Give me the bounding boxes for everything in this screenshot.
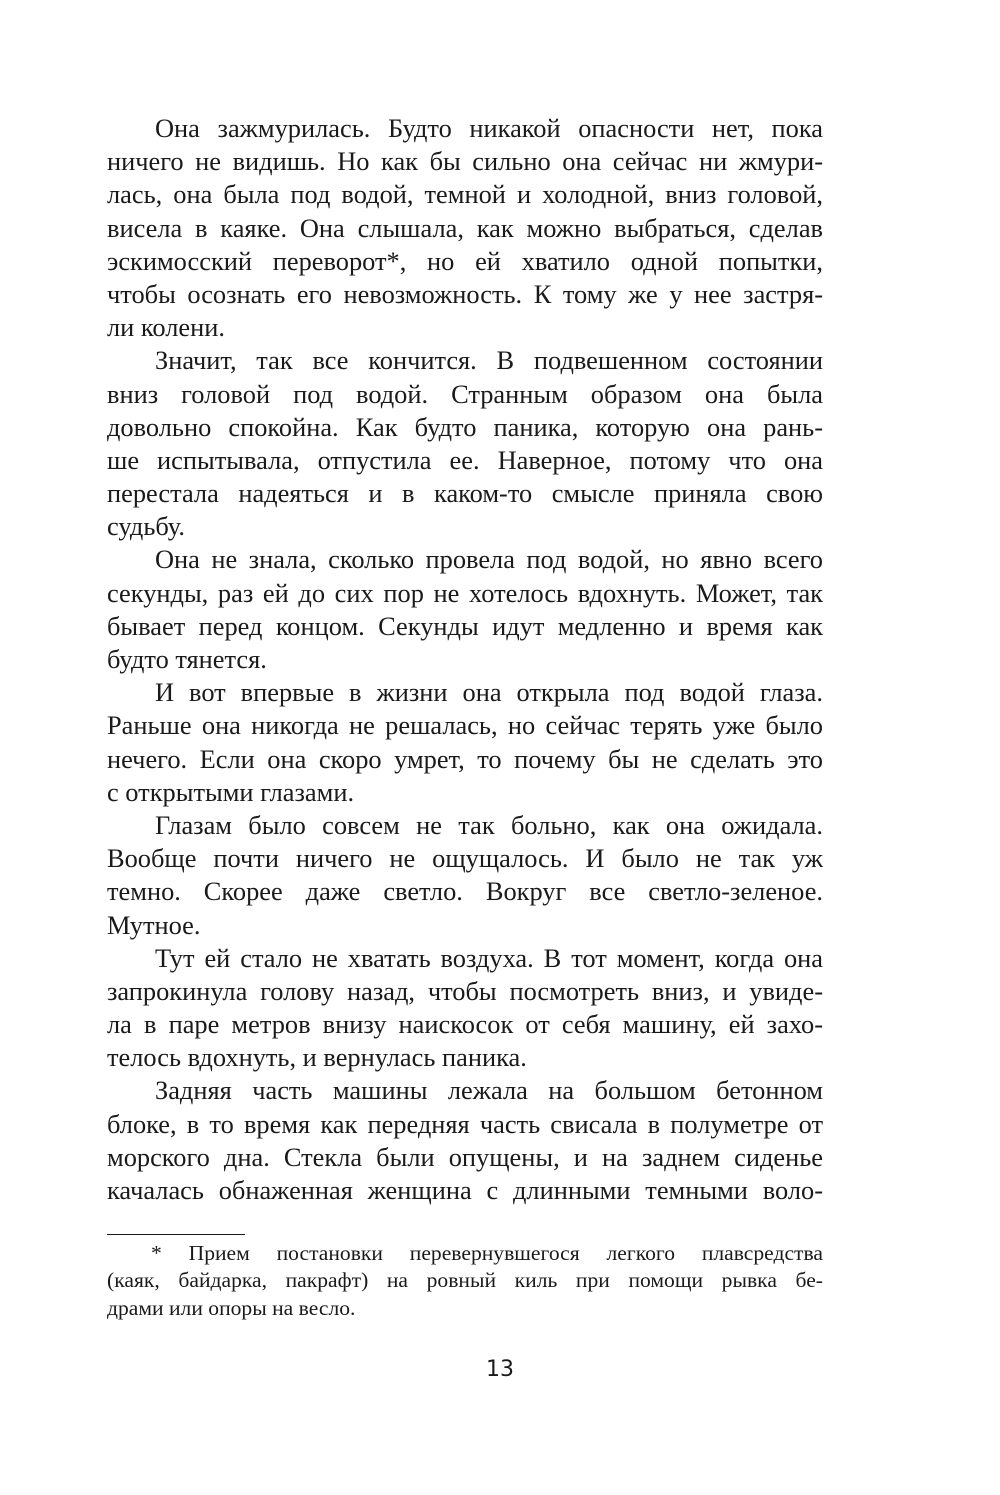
- text-line: качалась обнаженная женщина с длинными темными воло-: [107, 1175, 823, 1205]
- text-line: будто тянется.: [107, 644, 267, 674]
- text-line: ла в паре метров внизу наискосок от себя машину, ей захо-: [107, 1009, 823, 1040]
- text-line: довольно спокойна. Как будто паника, которую она рань-: [107, 411, 823, 442]
- text-line: висела в каяке. Она слышала, как можно выбраться, сделав: [107, 212, 823, 243]
- text-line: Она не знала, сколько провела под водой, но явно всего: [155, 544, 823, 575]
- text-line: блоке, в то время как передняя часть свисала в полуметре от: [107, 1108, 823, 1139]
- text-line: Мутное.: [107, 909, 201, 940]
- text-line: Раньше она никогда не решалась, но сейчас терять уже было: [107, 710, 823, 741]
- footnote-line: драми или опоры на весло.: [107, 1295, 356, 1320]
- text-line: бывает перед концом. Секунды идут медленно и время как: [107, 610, 823, 641]
- text-line: морского дна. Стекла были опущены, и на заднем сиденье: [107, 1141, 823, 1172]
- text-line: ничего не видишь. Но как бы сильно она сейчас ни жмури-: [107, 146, 823, 177]
- text-line: Вообще почти ничего не ощущалось. И было не так уж: [107, 843, 823, 874]
- text-line: вниз головой под водой. Странным образом она была: [107, 378, 823, 409]
- footnote-divider: [107, 1234, 245, 1235]
- text-line: лась, она была под водой, темной и холодной, вниз головой,: [107, 179, 823, 210]
- text-line: с открытыми глазами.: [107, 776, 355, 807]
- footnote-line: * Прием постановки перевернувшегося легкого плавсредства: [151, 1241, 823, 1265]
- text-line: секунды, раз ей до сих пор не хотелось вдохнуть. Может, так: [107, 577, 823, 608]
- text-line: нечего. Если она скоро умрет, то почему бы не сделать это: [107, 743, 823, 774]
- footnote-line: (каяк, байдарка, пакрафт) на ровный киль при помощи рывка бе-: [107, 1268, 823, 1293]
- text-line: ше испытывала, отпустила ее. Наверное, потому что она: [107, 444, 823, 475]
- text-line: запрокинула голову назад, чтобы посмотреть вниз, и увиде-: [107, 975, 823, 1006]
- text-line: перестала надеяться и в каком-то смысле приняла свою: [107, 478, 823, 509]
- text-line: Значит, так все кончится. В подвешенном состоянии: [155, 345, 823, 376]
- text-line: Она зажмурилась. Будто никакой опасности нет, пока: [155, 113, 823, 143]
- footnote: [107, 1240, 823, 1322]
- page-number: 13: [486, 1357, 514, 1382]
- text-line: темно. Скорее даже светло. Вокруг все светло-зеленое.: [107, 876, 823, 907]
- text-line: ли колени.: [107, 312, 225, 343]
- text-line: эскимосский переворот*, но ей хватило одной попытки,: [107, 245, 823, 276]
- text-line: телось вдохнуть, и вернулась паника.: [107, 1042, 527, 1073]
- text-line: Глазам было совсем не так больно, как она ожидала.: [155, 809, 823, 840]
- text-line: Тут ей стало не хватать воздуха. В тот момент, когда она: [155, 942, 823, 973]
- text-line: судьбу.: [107, 511, 185, 542]
- text-line: И вот впервые в жизни она открыла под водой глаза.: [155, 677, 823, 708]
- text-line: Задняя часть машины лежала на большом бетонном: [155, 1075, 823, 1106]
- main-text: [107, 112, 823, 1207]
- text-line: чтобы осознать его невозможность. К тому же у нее застря-: [107, 278, 823, 309]
